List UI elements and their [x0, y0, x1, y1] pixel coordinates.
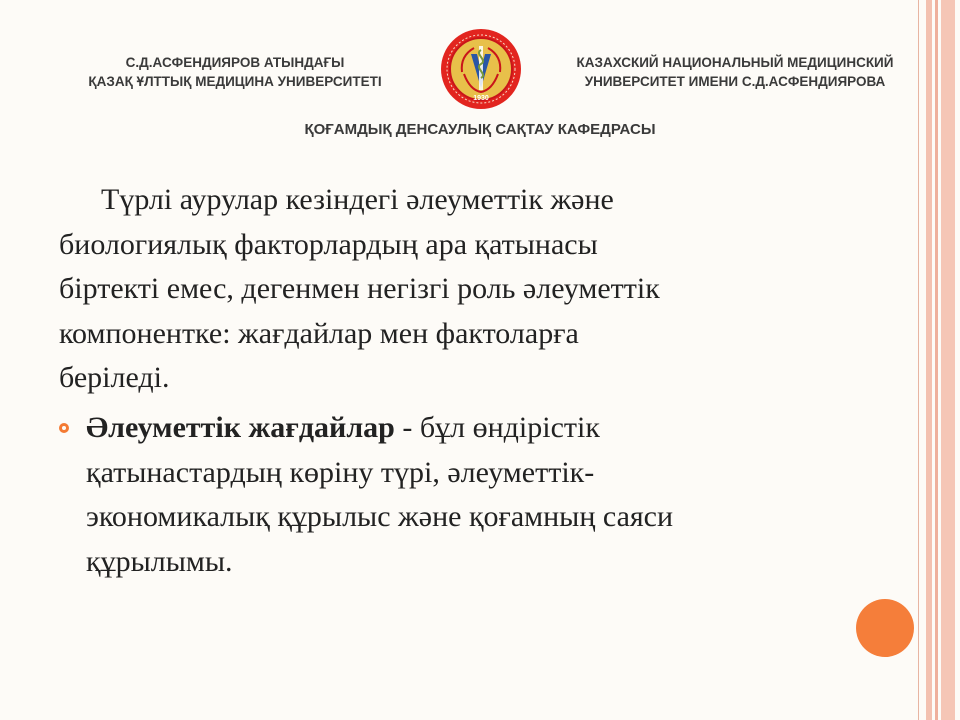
decorative-circle [856, 599, 914, 657]
decorative-stripes [922, 0, 960, 720]
header-left [60, 53, 410, 91]
logo-year: 1930 [473, 95, 489, 102]
header-left-line1: С.Д.АСФЕНДИЯРОВ АТЫНДАҒЫ [125, 55, 345, 70]
bullet-line: экономикалық құрылыс және қоғамның саяси [86, 500, 674, 533]
paragraph-line: біртекті емес, дегенмен негізгі роль әлеуметтік [59, 272, 660, 305]
header-right [550, 53, 920, 91]
intro-paragraph [59, 178, 819, 401]
bullet-line: қатынастардың көріну түрі, әлеуметтік- [86, 455, 595, 489]
stripe [941, 0, 955, 720]
paragraph-line: компонентке: жағдайлар мен фактоларға [59, 316, 579, 350]
department-title: ҚОҒАМДЫҚ ДЕНСАУЛЫҚ САҚТАУ КАФЕДРАСЫ [304, 121, 656, 138]
bullet-item [86, 406, 826, 584]
stripe [935, 0, 938, 720]
bullet-term: Әлеуметтік жағдайлар [86, 411, 395, 444]
bullet-line: құрылымы. [86, 544, 233, 578]
bullet-line [86, 406, 826, 451]
stripe [926, 0, 932, 720]
paragraph-line: биологиялық факторлардың ара қатынасы [59, 227, 598, 261]
bullet-circle-icon [59, 423, 69, 433]
right-border-line [918, 0, 919, 720]
paragraph-line: беріледі. [59, 361, 170, 394]
header-right-line1: КАЗАХСКИЙ НАЦИОНАЛЬНЫЙ МЕДИЦИНСКИЙ [576, 55, 894, 70]
header-left-line2: ҚАЗАҚ ҰЛТТЫҚ МЕДИЦИНА УНИВЕРСИТЕТІ [88, 74, 382, 89]
bullet-definition-start: - бұл өндірістік [394, 411, 600, 444]
paragraph-line: Түрлі аурулар кезіндегі әлеуметтік және [101, 183, 614, 216]
header-right-line2: УНИВЕРСИТЕТ ИМЕНИ С.Д.АСФЕНДИЯРОВА [584, 74, 886, 89]
university-emblem-icon [440, 28, 522, 110]
